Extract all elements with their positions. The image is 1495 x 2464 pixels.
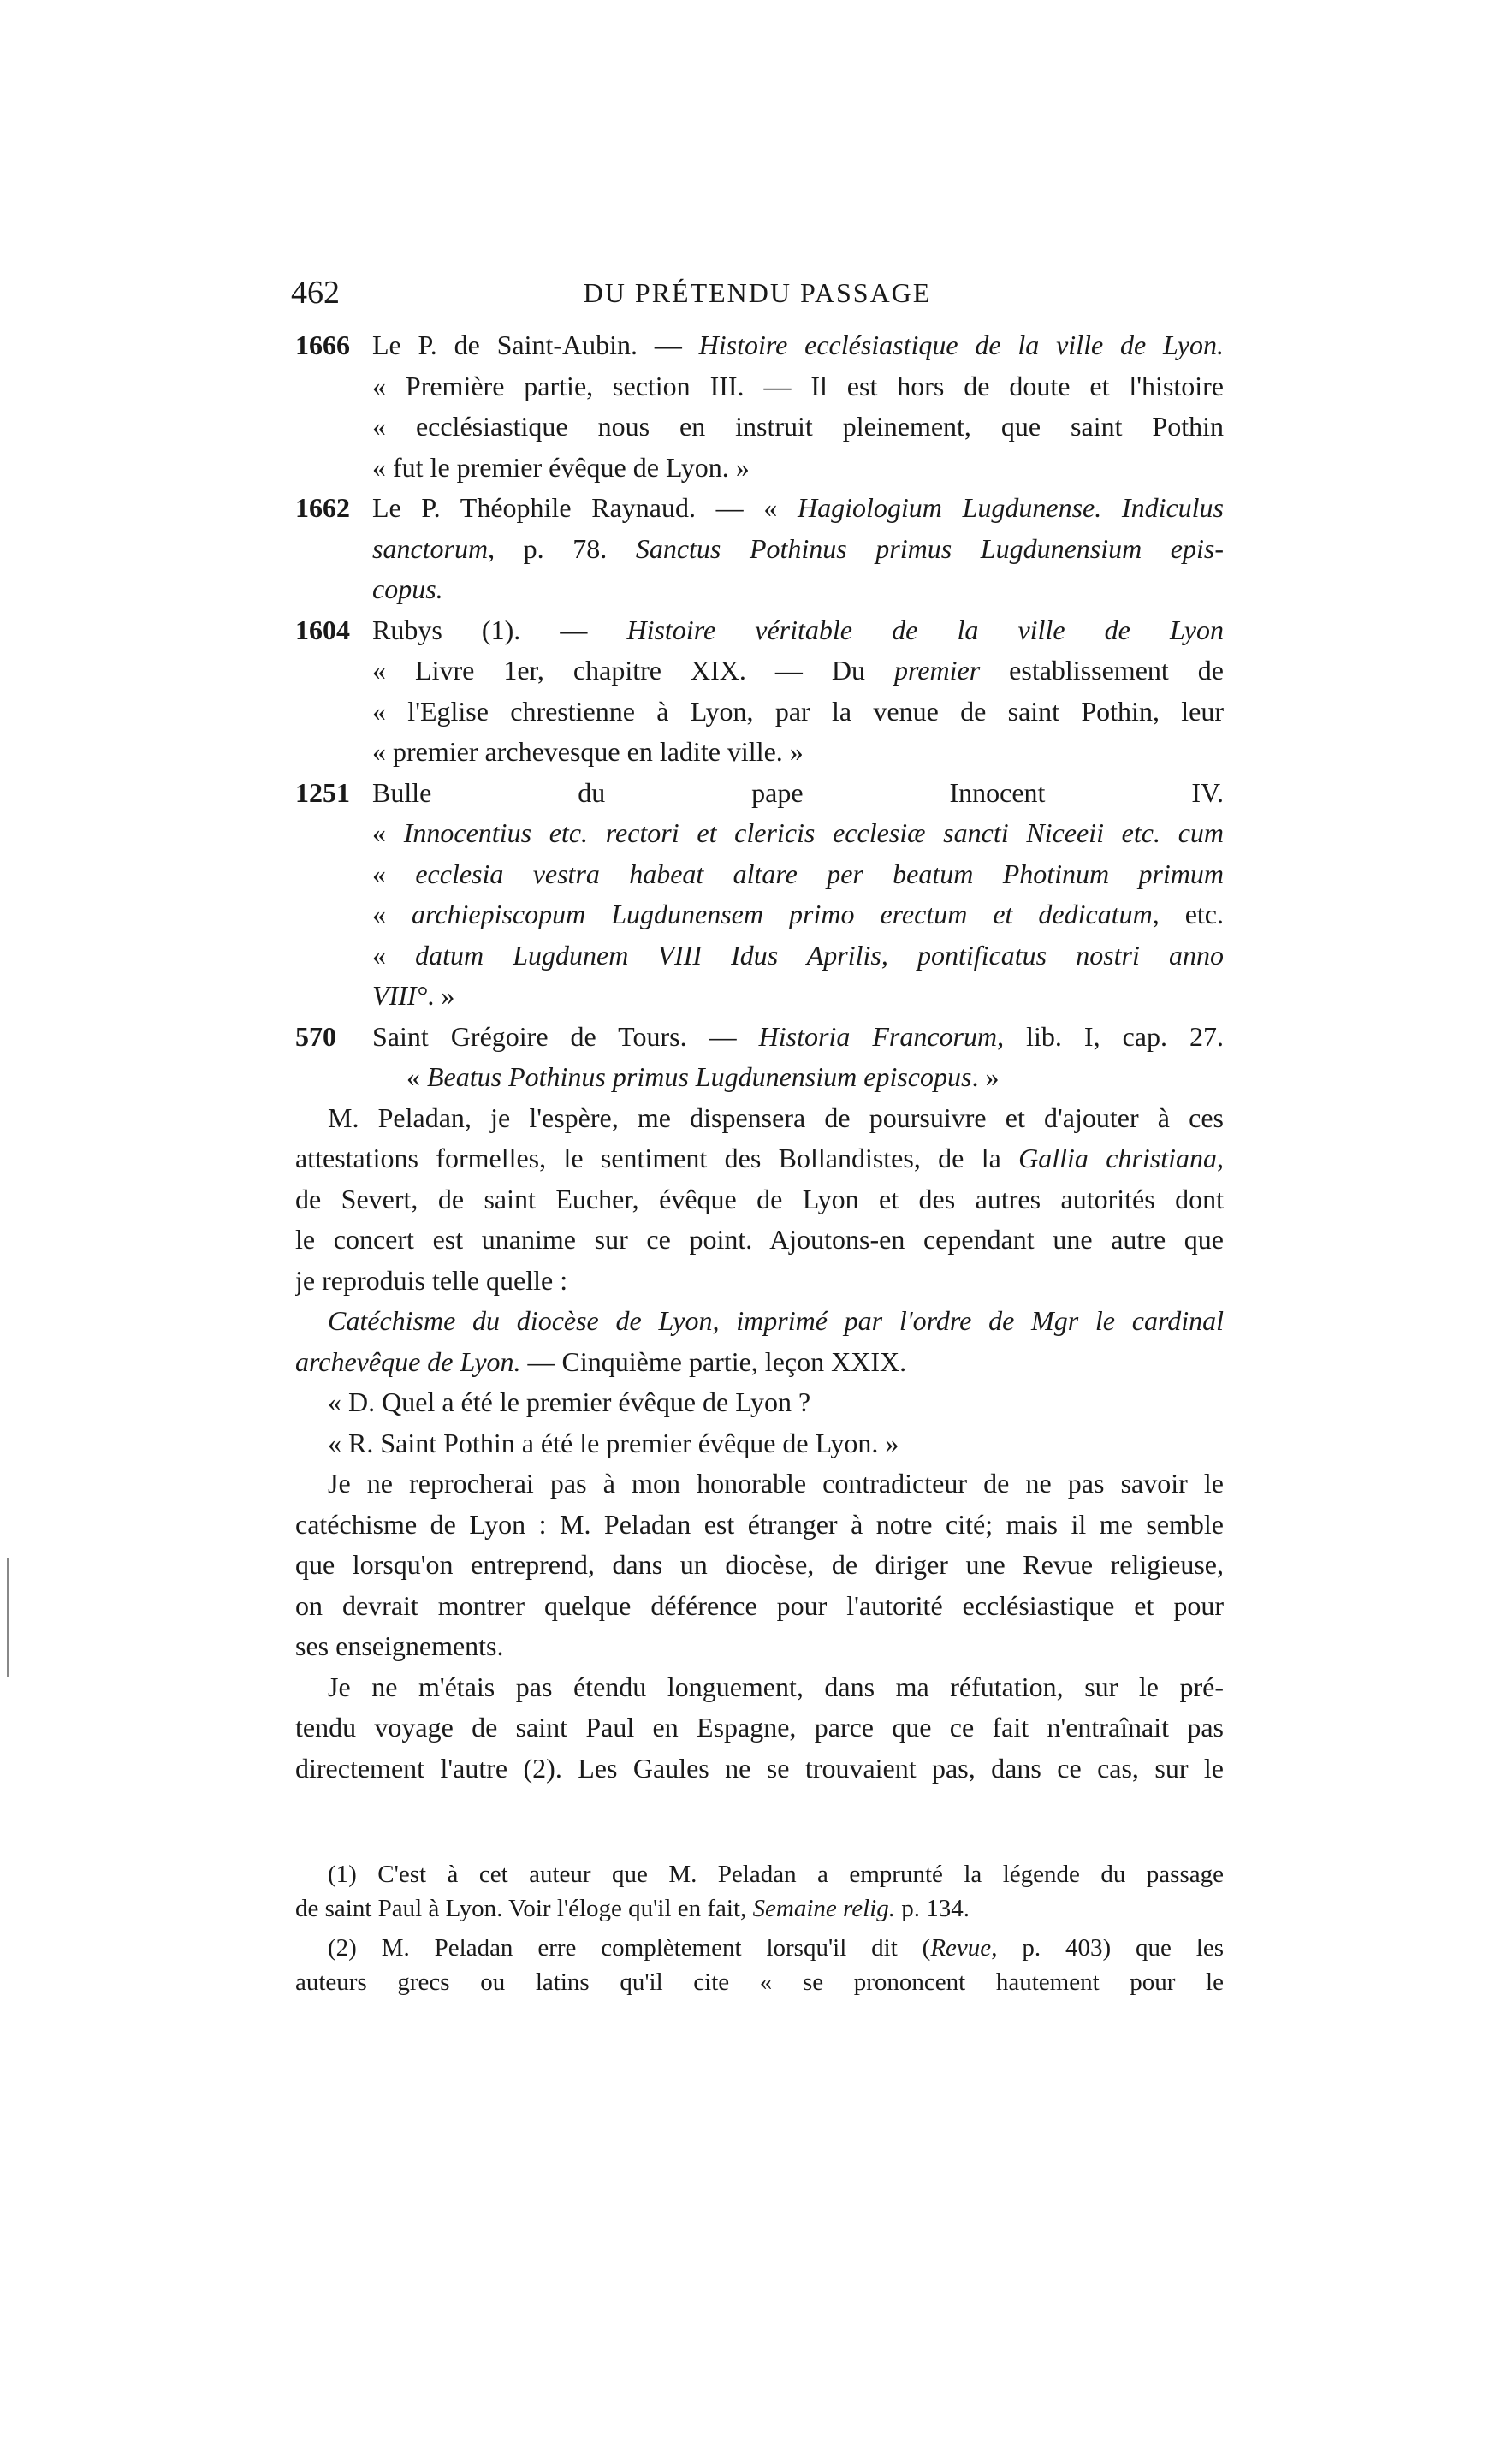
text-segment: « (372, 899, 412, 929)
entry-year: 1604 (295, 614, 350, 645)
text-segment: . » (971, 1061, 1000, 1092)
text-line (295, 773, 1224, 814)
text-segment: . » (427, 980, 455, 1011)
page-header (291, 274, 1224, 325)
text-line (295, 1626, 1224, 1667)
italic-text: premier (894, 655, 981, 686)
text-segment: le concert est unanime sur ce point. Ajoutons-en cependant une autre que (295, 1224, 1224, 1255)
text-segment: , etc. (1152, 899, 1224, 929)
text-line (295, 1707, 1224, 1749)
chronology-list (295, 325, 1224, 1098)
text-segment: « l'Eglise chrestienne à Lyon, par la venue de saint Pothin, leur (372, 695, 1224, 727)
text-segment: directement l'autre (2). Les Gaules ne se trouvaient pas, dans ce cas, sur le (295, 1752, 1224, 1784)
text-segment: « Livre 1er, chapitre XIX. — Du (372, 655, 895, 686)
text-segment: Je ne reprocherai pas à mon honorable contradicteur de ne pas savoir le (328, 1468, 1224, 1499)
italic-text: Sanctus Pothinus primus Lugdunensium epis- (635, 532, 1224, 564)
text-line (295, 1261, 1224, 1302)
italic-text: ecclesia vestra habeat altare per beatum Photinum primum (415, 858, 1224, 889)
footnote-line (295, 1931, 1224, 1965)
text-segment: « ecclésiastique nous en instruit pleinement, que saint Pothin (372, 411, 1224, 442)
text-segment: « (372, 939, 416, 971)
text-line (295, 1138, 1224, 1179)
text-line (295, 1017, 1224, 1058)
footnote-line (295, 1965, 1224, 1999)
text-segment: auteurs grecs ou latins qu'il cite « se prononcent hautement pour le (295, 1968, 1224, 1996)
italic-text: Beatus Pothinus primus Lugdunensium episcopus (427, 1061, 972, 1092)
text-segment: M. Peladan, je l'espère, me dispensera de poursuivre et d'ajouter à ces (328, 1101, 1224, 1133)
italic-text: Hagiologium Lugdunense. Indiculus (798, 492, 1224, 523)
text-line (295, 1098, 1224, 1139)
italic-text: Histoire véritable de la ville de Lyon (626, 614, 1224, 645)
text-segment: Saint Grégoire de Tours. — (372, 1020, 759, 1052)
text-line (295, 610, 1224, 651)
text-segment: je reproduis telle quelle : (295, 1264, 568, 1296)
footnote-line (295, 1891, 1224, 1926)
text-line (295, 407, 1224, 448)
text-segment: — Cinquième partie, leçon XXIX. (520, 1345, 907, 1377)
text-line (295, 1057, 1224, 1098)
catechism-quote (295, 1301, 1224, 1464)
paragraph-attestations (295, 1098, 1224, 1302)
text-line (295, 569, 1224, 610)
text-line (295, 529, 1224, 570)
text-segment: que lorsqu'on entreprend, dans un diocèse, de diriger une Revue religieuse, (295, 1549, 1224, 1580)
italic-text: copus. (372, 573, 443, 604)
text-line (295, 1423, 1224, 1464)
text-line (295, 366, 1224, 407)
text-line (295, 1301, 1224, 1342)
paragraph-reproach (295, 1464, 1224, 1667)
text-line (295, 1545, 1224, 1586)
text-segment: (1) C'est à cet auteur que M. Peladan a emprunté la légende du passage (328, 1861, 1224, 1888)
text-line (295, 692, 1224, 733)
text-segment: catéchisme de Lyon : M. Peladan est étranger à notre cité; mais il me semble (295, 1508, 1224, 1540)
text-segment: Bulle du pape Innocent IV. (372, 776, 1224, 808)
text-line (295, 448, 1224, 489)
italic-text: archiepiscopum Lugdunensem primo erectum et dedicatum (412, 899, 1153, 929)
text-line (295, 854, 1224, 895)
italic-text: Revue (930, 1934, 992, 1962)
running-title: DU PRÉTENDU PASSAGE (583, 277, 932, 308)
text-line (295, 1382, 1224, 1423)
text-segment: , p. 78. (488, 532, 636, 564)
margin-scan-mark (7, 1558, 9, 1677)
footnotes (295, 1857, 1224, 1999)
italic-text: VIII° (372, 980, 428, 1011)
text-segment: « (372, 817, 404, 848)
text-line (295, 1749, 1224, 1790)
text-segment: (2) M. Peladan erre complètement lorsqu'il dit ( (328, 1934, 931, 1962)
text-segment: tendu voyage de saint Paul en Espagne, parce que ce fait n'entraînait pas (295, 1712, 1224, 1743)
text-segment: Le P. Théophile Raynaud. — « (372, 492, 798, 523)
text-line (295, 1586, 1224, 1627)
text-line (295, 325, 1224, 366)
text-segment: « Première partie, section III. — Il est hors de doute et l'histoire (372, 370, 1224, 401)
italic-text: Histoire ecclésiastique de la ville de Lyon. (698, 330, 1224, 360)
text-line (295, 1505, 1224, 1546)
text-segment: Rubys (1). — (372, 614, 627, 645)
text-line (295, 1342, 1224, 1383)
text-segment: attestations formelles, le sentiment des Bollandistes, de la (295, 1143, 1019, 1173)
paragraph-saint-paul (295, 1667, 1224, 1790)
entry-year: 1666 (295, 330, 350, 360)
text-line (295, 488, 1224, 529)
text-segment: Le P. de Saint-Aubin. — (372, 330, 699, 360)
text-line (295, 1667, 1224, 1708)
footnote-line (295, 1857, 1224, 1891)
text-segment: « R. Saint Pothin a été le premier évêque de Lyon. » (328, 1427, 899, 1458)
text-segment: establissement de (980, 655, 1224, 686)
text-segment: p. 134. (894, 1895, 970, 1922)
text-line (295, 1464, 1224, 1505)
italic-text: Catéchisme du diocèse de Lyon, imprimé par l'ordre de Mgr le cardinal (328, 1305, 1224, 1336)
text-line (295, 1220, 1224, 1261)
italic-text: Semaine relig. (752, 1895, 895, 1922)
text-line (295, 894, 1224, 935)
text-line (295, 650, 1224, 692)
text-line (295, 935, 1224, 977)
text-segment: on devrait montrer quelque déférence pour l'autorité ecclésiastique et pour (295, 1589, 1224, 1621)
text-segment: de saint Paul à Lyon. Voir l'éloge qu'il en fait, (295, 1895, 753, 1922)
text-segment: « (406, 1061, 427, 1092)
text-segment: « premier archevesque en ladite ville. » (372, 736, 804, 767)
text-line (295, 1179, 1224, 1220)
text-segment: , lib. I, cap. 27. (997, 1020, 1224, 1052)
text-line (295, 813, 1224, 854)
italic-text: Historia Francorum (758, 1020, 998, 1052)
text-line (295, 732, 1224, 773)
text-segment: « D. Quel a été le premier évêque de Lyon ? (328, 1386, 811, 1417)
italic-text: Gallia christiana (1018, 1143, 1218, 1173)
body-text (295, 325, 1224, 1789)
text-segment: « (372, 858, 416, 889)
text-segment: , p. 403) que les (991, 1934, 1224, 1962)
page-number: 462 (291, 275, 340, 311)
text-line (295, 976, 1224, 1017)
italic-text: datum Lugdunem VIII Idus Aprilis, pontificatus nostri anno (415, 939, 1224, 971)
entry-year: 1251 (295, 776, 350, 808)
text-segment: , (1217, 1143, 1224, 1173)
italic-text: Innocentius etc. rectori et clericis ecclesiæ sancti Niceeii etc. cum (403, 817, 1224, 848)
text-segment: « fut le premier évêque de Lyon. » (372, 451, 750, 483)
text-segment: ses enseignements. (295, 1630, 504, 1661)
italic-text: sanctorum (372, 532, 489, 564)
text-segment: Je ne m'étais pas étendu longuement, dans ma réfutation, sur le pré- (328, 1671, 1224, 1702)
italic-text: archevêque de Lyon. (295, 1345, 521, 1377)
entry-year: 1662 (295, 492, 350, 523)
entry-year: 570 (295, 1020, 336, 1052)
text-segment: de Severt, de saint Eucher, évêque de Lyon et des autres autorités dont (295, 1183, 1224, 1214)
